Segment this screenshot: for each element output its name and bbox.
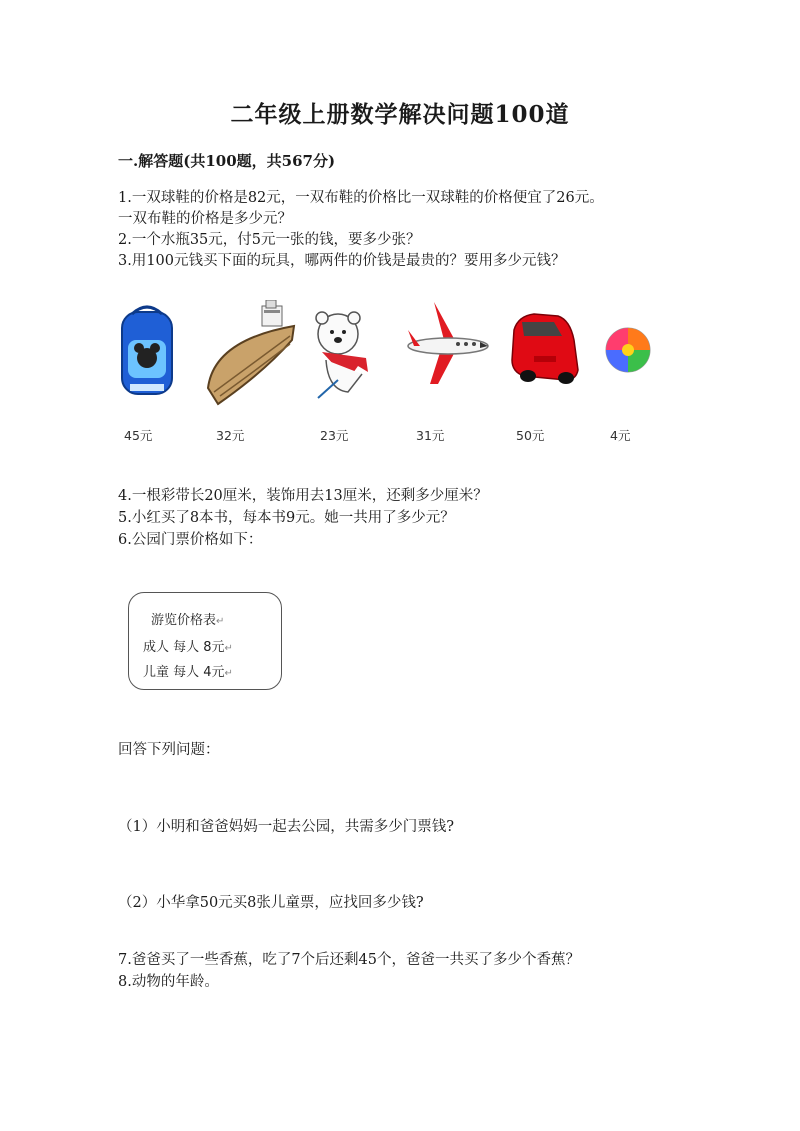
toy-car <box>504 300 594 450</box>
sub-question-2: （2）小华拿50元买8张儿童票，应找回多少钱? <box>118 895 424 911</box>
toy-ball <box>598 300 688 450</box>
price-label: 23元 <box>320 428 349 443</box>
section-heading: 一.解答题(共100题，共567分) <box>118 152 336 170</box>
ticket-row-child: 儿童 每人 4元↵ <box>143 665 233 680</box>
question-7: 7.爸爸买了一些香蕉，吃了7个后还剩45个，爸爸一共买了多少个香蕉？ <box>118 952 581 968</box>
bear-icon <box>308 300 380 400</box>
question-5: 5.小红买了8本书，每本书9元。她一共用了多少元？ <box>118 510 455 526</box>
question-1: 1.一双球鞋的价格是82元，一双布鞋的价格比一双球鞋的价格便宜了26元。 <box>118 190 604 206</box>
question-2: 2.一个水瓶35元，付5元一张的钱，要多少张？ <box>118 232 421 248</box>
price-label: 4元 <box>610 428 631 443</box>
question-3: 3.用100元钱买下面的玩具，哪两件的价钱是最贵的？要用多少元钱？ <box>118 253 566 269</box>
question-1-continued: 一双布鞋的价格是多少元？ <box>118 211 292 227</box>
ship-icon <box>204 300 300 410</box>
airplane-icon <box>404 300 490 400</box>
toy-ship <box>204 300 294 450</box>
ball-icon <box>598 300 658 400</box>
question-8: 8.动物的年龄。 <box>118 974 219 990</box>
ticket-row-adult: 成人 每人 8元↵ <box>143 640 233 655</box>
car-icon <box>504 300 584 400</box>
toy-price-figure <box>112 300 672 450</box>
ticket-price-table <box>128 592 282 690</box>
page-title: 二年级上册数学解决问题100道 <box>230 101 570 128</box>
ticket-table-title: 游览价格表↵ <box>151 613 225 628</box>
toy-bear <box>308 300 398 450</box>
backpack-icon <box>112 300 182 400</box>
question-6: 6.公园门票价格如下： <box>118 532 263 548</box>
price-label: 45元 <box>124 428 153 443</box>
price-label: 32元 <box>216 428 245 443</box>
sub-question-1: （1）小明和爸爸妈妈一起去公园，共需多少门票钱? <box>118 819 454 835</box>
price-label: 50元 <box>516 428 545 443</box>
price-label: 31元 <box>416 428 445 443</box>
toy-backpack <box>112 300 202 450</box>
toy-airplane <box>404 300 494 450</box>
question-4: 4.一根彩带长20厘米，装饰用去13厘米，还剩多少厘米？ <box>118 488 488 504</box>
answer-prompt: 回答下列问题： <box>118 742 220 758</box>
